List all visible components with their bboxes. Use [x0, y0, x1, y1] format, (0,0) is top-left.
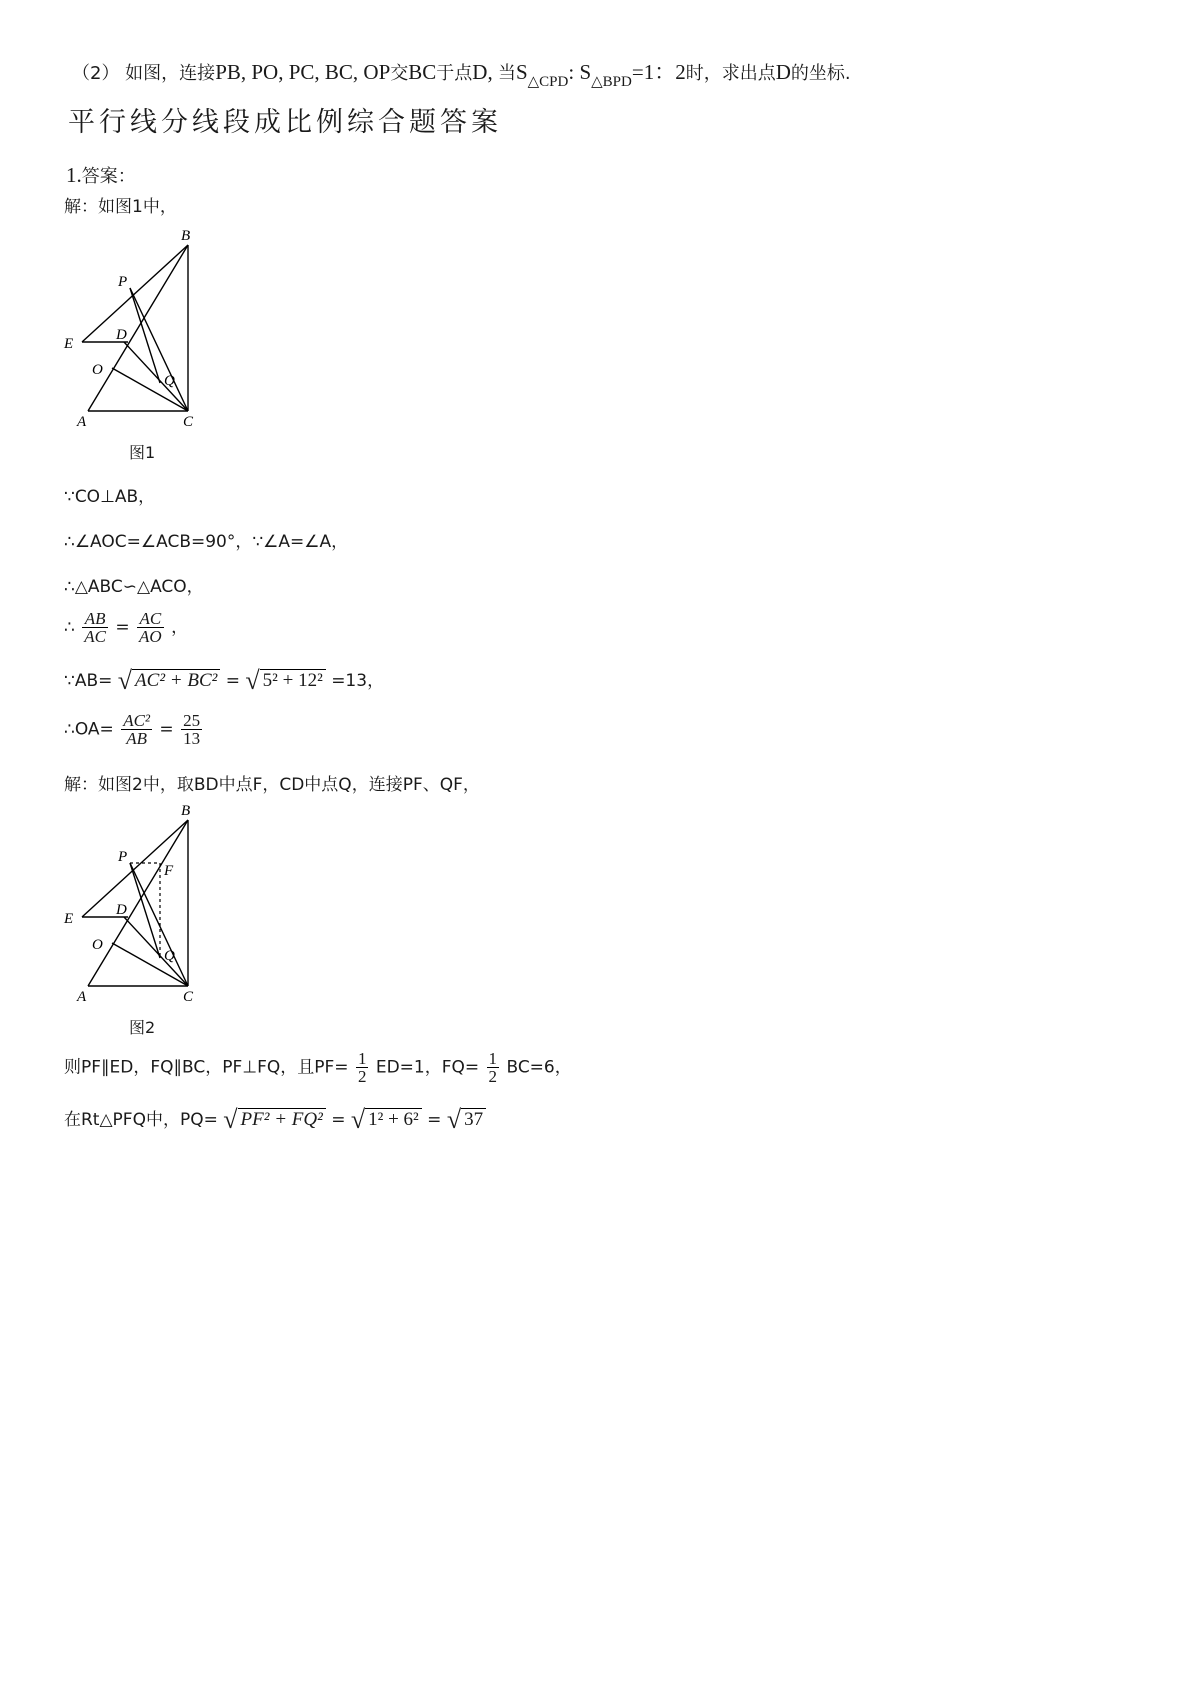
radicand: 37: [461, 1108, 486, 1130]
fig2-label-d: D: [116, 902, 127, 918]
fraction-numerator: 25: [183, 711, 201, 730]
l5-suffix: ，: [171, 617, 189, 638]
radicand: AC² + BC²: [132, 669, 220, 691]
figure-1-caption: 图1: [129, 443, 156, 462]
fraction-ac-ao: [137, 610, 164, 645]
fig2-label-b: B: [181, 803, 191, 819]
fig2-label-p: P: [118, 849, 128, 865]
answer-text: 答案：: [81, 166, 136, 187]
solution-line-3: ∴∠AOC=∠ACB=90°，∵∠A=∠A，: [64, 532, 349, 552]
sqrt-symbol: √: [446, 1105, 462, 1134]
radicand: 5² + 12²: [260, 669, 326, 691]
radical-5-12: [245, 666, 325, 696]
answer-label: [66, 162, 136, 188]
solution-line-1: 解：如图1中，: [64, 197, 177, 217]
sqrt-symbol: √: [223, 1105, 238, 1134]
fraction-ab-ac: [82, 610, 108, 645]
fraction-denominator: 2: [357, 1067, 367, 1086]
l5-equals: =: [115, 617, 130, 638]
radical-1-6: [351, 1105, 422, 1135]
fraction-denominator: AO: [139, 627, 162, 646]
sqrt-symbol: √: [117, 666, 133, 695]
fig2-label-a: A: [77, 989, 87, 1003]
radicand: PF² + FQ²: [238, 1108, 326, 1130]
l6-equals: =: [225, 671, 240, 691]
fraction-one-half: [356, 1050, 369, 1085]
l9-middle: ED=1，FQ=: [375, 1057, 480, 1078]
l10-prefix: 在Rt△PFQ中，PQ=: [64, 1110, 218, 1130]
l6-prefix: ∵AB=: [64, 671, 113, 691]
fraction-ac2-ab: [121, 712, 152, 747]
q2-sub1: △CPD: [527, 74, 569, 90]
q2-suffix: 的坐标.: [790, 63, 851, 84]
solution-line-5: [64, 610, 188, 645]
l10-equals-2: =: [427, 1110, 442, 1130]
fig1-label-d: D: [116, 327, 127, 343]
fig1-label-c: C: [183, 414, 194, 428]
q2-mid3: 当: [497, 63, 516, 84]
fraction-denominator: AC: [84, 627, 106, 646]
solution-line-10: [64, 1105, 486, 1135]
fig2-label-q: Q: [164, 948, 175, 964]
q2-d1: D,: [472, 60, 498, 84]
solution-line-8: 解：如图2中，取BD中点F，CD中点Q，连接PF、QF，: [64, 775, 480, 795]
radicand: 1² + 6²: [365, 1108, 422, 1130]
q2-s2: S: [579, 60, 592, 84]
figure-2-caption: 图2: [129, 1018, 156, 1037]
fig1-label-e: E: [64, 336, 74, 352]
l9-prefix: 则PF∥ED，FQ∥BC，PF⊥FQ，且PF=: [64, 1057, 349, 1078]
answer-number: 1.: [66, 163, 82, 187]
l7-prefix: ∴OA=: [64, 719, 114, 740]
fig1-label-o: O: [92, 362, 103, 378]
fig1-label-b: B: [181, 228, 191, 244]
l10-equals-1: =: [331, 1110, 346, 1130]
fraction-numerator: AB: [82, 610, 108, 628]
q2-ratio: =1：2: [631, 60, 686, 84]
fig1-label-p: P: [118, 274, 128, 290]
figure-2: [60, 803, 210, 1003]
l7-equals: =: [159, 719, 174, 740]
fraction-denominator: 13: [183, 729, 201, 748]
q2-s1: S: [515, 60, 528, 84]
fraction-denominator: AB: [126, 729, 147, 748]
l5-prefix: ∴: [64, 617, 75, 638]
question-2: [72, 56, 851, 91]
radical-37: [447, 1105, 486, 1135]
q2-bc: BC: [408, 60, 437, 84]
solution-line-7: [64, 712, 204, 747]
sqrt-symbol: √: [350, 1105, 366, 1134]
q2-mid1: 交: [390, 63, 409, 84]
section-title: 平行线分线段成比例综合题答案: [68, 107, 502, 138]
q2-sub2: △BPD: [591, 74, 632, 90]
fig2-label-e: E: [64, 911, 74, 927]
l6-suffix: =13，: [331, 671, 385, 691]
fig2-label-o: O: [92, 937, 103, 953]
l9-suffix: BC=6，: [506, 1057, 572, 1078]
fraction-25-13: [181, 712, 202, 747]
fraction-numerator: 1: [488, 1049, 498, 1068]
figure-1: [60, 228, 210, 428]
solution-line-2: ∵CO⊥AB，: [64, 487, 156, 507]
fraction-numerator: AC²: [123, 711, 151, 730]
radical-pf-fq: [223, 1105, 326, 1135]
solution-line-9: [64, 1050, 572, 1085]
q2-sep: :: [568, 60, 580, 84]
fig2-label-f: F: [164, 863, 174, 879]
fraction-one-half: [487, 1050, 500, 1085]
fraction-numerator: 1: [357, 1049, 367, 1068]
fraction-denominator: 2: [488, 1067, 498, 1086]
q2-segments: PB, PO, PC, BC, OP: [215, 60, 391, 84]
q2-d2: D: [775, 60, 791, 84]
fig1-label-a: A: [77, 414, 87, 428]
sqrt-symbol: √: [245, 666, 260, 695]
radical-ac-bc: [118, 666, 221, 696]
q2-mid2: 于点: [436, 63, 473, 84]
solution-line-4: ∴△ABC∽△ACO，: [64, 577, 204, 597]
fraction-numerator: AC: [137, 610, 164, 628]
q2-prefix: （2） 如图，连接: [72, 63, 216, 84]
fig1-label-q: Q: [164, 373, 175, 389]
solution-line-6: [64, 666, 384, 696]
q2-mid4: 时，求出点: [685, 63, 776, 84]
fig2-label-c: C: [183, 989, 194, 1003]
